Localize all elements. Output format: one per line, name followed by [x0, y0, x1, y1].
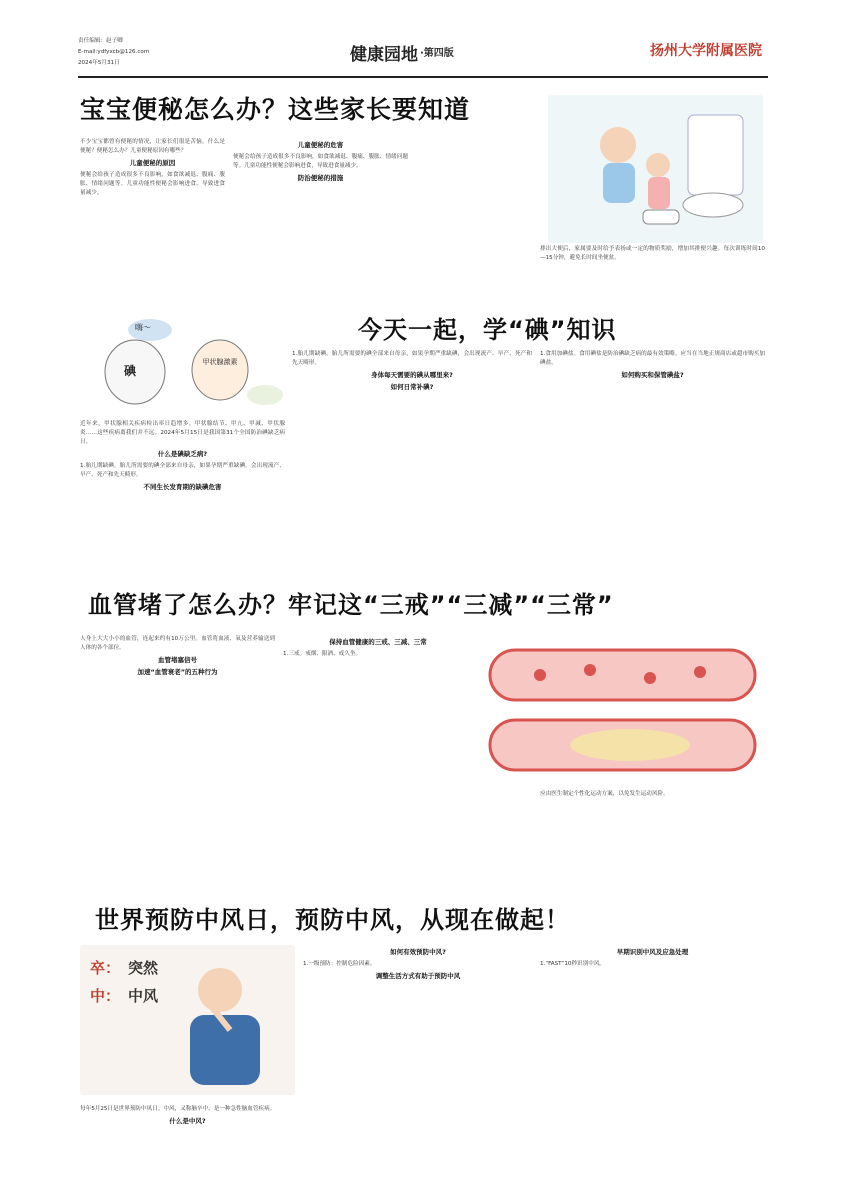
article1-headline: 宝宝便秘怎么办？这些家长要知道 — [80, 95, 471, 124]
article1-para1b: 便秘会给孩子造成很多不良影响，如食欲减退、腹痛、腹胀、情绪问题等。儿童功能性便秘会影响进食，导致进食量减少。 — [233, 154, 408, 169]
article2-col2 — [292, 350, 532, 560]
article4-subhead-1: 什么是中风? — [169, 1117, 206, 1125]
article3-col3 — [540, 790, 765, 880]
article3-para1: 1.三戒。戒烟、限酒、戒久坐。 — [283, 651, 362, 657]
article2-subhead-1: 什么是碘缺乏病? — [157, 450, 208, 458]
article2-intro: 近年来，甲状腺相关疾病检出率日趋增多。甲状腺结节、甲亢、甲减、甲状腺炎……这些疾病离我们并不远。2024年5月15日是我国第31个全国防治碘缺乏病日。 — [80, 421, 285, 445]
email-line: E-mail:ydfyxcb@126.com — [78, 49, 150, 55]
article1-subhead-2: 儿童便秘的危害 — [297, 141, 344, 149]
article4-col1 — [80, 1105, 295, 1195]
article2-para2: 1.食用加碘盐。食用碘盐是防治碘缺乏病的最有效策略。应当在当地正规商店或超市购买加碘盐。 — [540, 351, 765, 366]
art-label-3: 中： — [90, 987, 121, 1005]
section-title: 健康园地 — [350, 45, 418, 65]
article4-subhead-2: 如何有效预防中风? — [390, 948, 446, 956]
article4-col3 — [540, 945, 765, 1195]
iodine-drawing — [80, 300, 285, 410]
article2-col3 — [540, 350, 765, 560]
mascot-left-label: 碘 — [124, 364, 137, 378]
article4-headline: 世界预防中风日，预防中风，从现在做起！ — [95, 906, 570, 934]
art-label-1: 卒： — [90, 959, 121, 977]
article3-para2: 应由医生制定个性化运动方案，以免发生运动风险。 — [540, 791, 669, 797]
article2-col1 — [80, 420, 285, 560]
article3-col2 — [283, 635, 473, 880]
art-label-2: 突然 — [128, 959, 159, 977]
article2-headline: 今天一起，学“碘”知识 — [358, 316, 617, 344]
article3-subhead-1: 血管堵塞信号 — [158, 656, 197, 664]
potty-illustration — [548, 95, 763, 243]
stroke-illustration — [80, 945, 295, 1095]
article4-subhead-3: 调整生活方式有助于预防中风 — [375, 972, 461, 980]
hospital-logo: 扬州大学附属医院 — [650, 43, 762, 59]
article3-headline: 血管堵了怎么办？牢记这“三戒”“三减”“三常” — [88, 591, 614, 619]
article2-subhead-4: 如何购买和保管碘盐? — [621, 371, 684, 379]
article2-subhead-2: 不同生长发育期的缺碘危害 — [143, 483, 222, 491]
iodine-mascot-illustration — [80, 300, 285, 410]
article1-intro: 不少宝宝都曾有便秘的情况，让家长们很是苦恼。什么是便秘？便秘怎么办？儿童便秘原因有哪些？ — [80, 139, 225, 154]
article1-subhead-1: 儿童便秘的原因 — [129, 159, 176, 167]
article3-intro: 人身上大大小小的血管，连起来约有10万公里。血管将血液、氧及营养输送到人体的各个部位。 — [80, 636, 275, 651]
art-label-4: 中风 — [128, 987, 159, 1005]
article4-intro: 每年5月25日是世界预防中风日。中风，又称脑卒中，是一种急性脑血管疾病。 — [80, 1106, 276, 1112]
article4-para2: 1.“FAST”10秒识别中风。 — [540, 961, 606, 967]
potty-drawing — [548, 95, 763, 243]
article3-subhead-2: 加速“血管衰老”的五种行为 — [137, 668, 218, 676]
article1-para1: 便秘会给孩子造成很多不良影响，如食欲减退、腹痛、腹胀、情绪问题等。儿童功能性便秘会影响进食，导致进食量减少。 — [80, 172, 225, 196]
article4-subhead-4: 早期识别中风及应急处理 — [616, 948, 689, 956]
editor-line: 责任编辑：赵子卿 — [78, 38, 123, 44]
article1-para2: 排出大便后，家属要及时给予表扬或一定的物质奖励，增加其排便兴趣。每次训练时间10—15分钟，避免长时间坐便盆。 — [540, 246, 765, 261]
article2-subhead-5: 如何日常补碘? — [390, 383, 434, 391]
article2-subhead-3: 身体每天需要的碘从哪里来? — [371, 371, 453, 379]
article2-para1: 1.胎儿期缺碘。胎儿所需要的碘全部来自母亲，如果孕期严重缺碘，会出现流产、早产、死产和先天畸形。 — [80, 463, 285, 478]
mascot-right-label: 甲状腺激素 — [202, 358, 238, 366]
article4-para1: 1.一级预防：控制危险因素。 — [303, 961, 376, 967]
article3-col1 — [80, 635, 275, 880]
date-line: 2024年5月31日 — [78, 60, 120, 66]
vessel-drawing — [480, 640, 765, 785]
article2-para1b: 1.胎儿期缺碘。胎儿所需要的碘全部来自母亲，如果孕期严重缺碘，会出现流产、早产、死产和先天畸形。 — [292, 351, 532, 366]
bubble-text: 嗨～ — [135, 323, 151, 332]
article4-col2 — [303, 945, 533, 1195]
article3-subhead-3: 保持血管健康的三戒、三减、三常 — [329, 638, 427, 646]
page-label: ·第四版 — [420, 48, 454, 59]
article1-subhead-3: 防治便秘的措施 — [297, 174, 344, 182]
header-rule — [78, 76, 768, 78]
vessel-illustration — [480, 640, 765, 785]
